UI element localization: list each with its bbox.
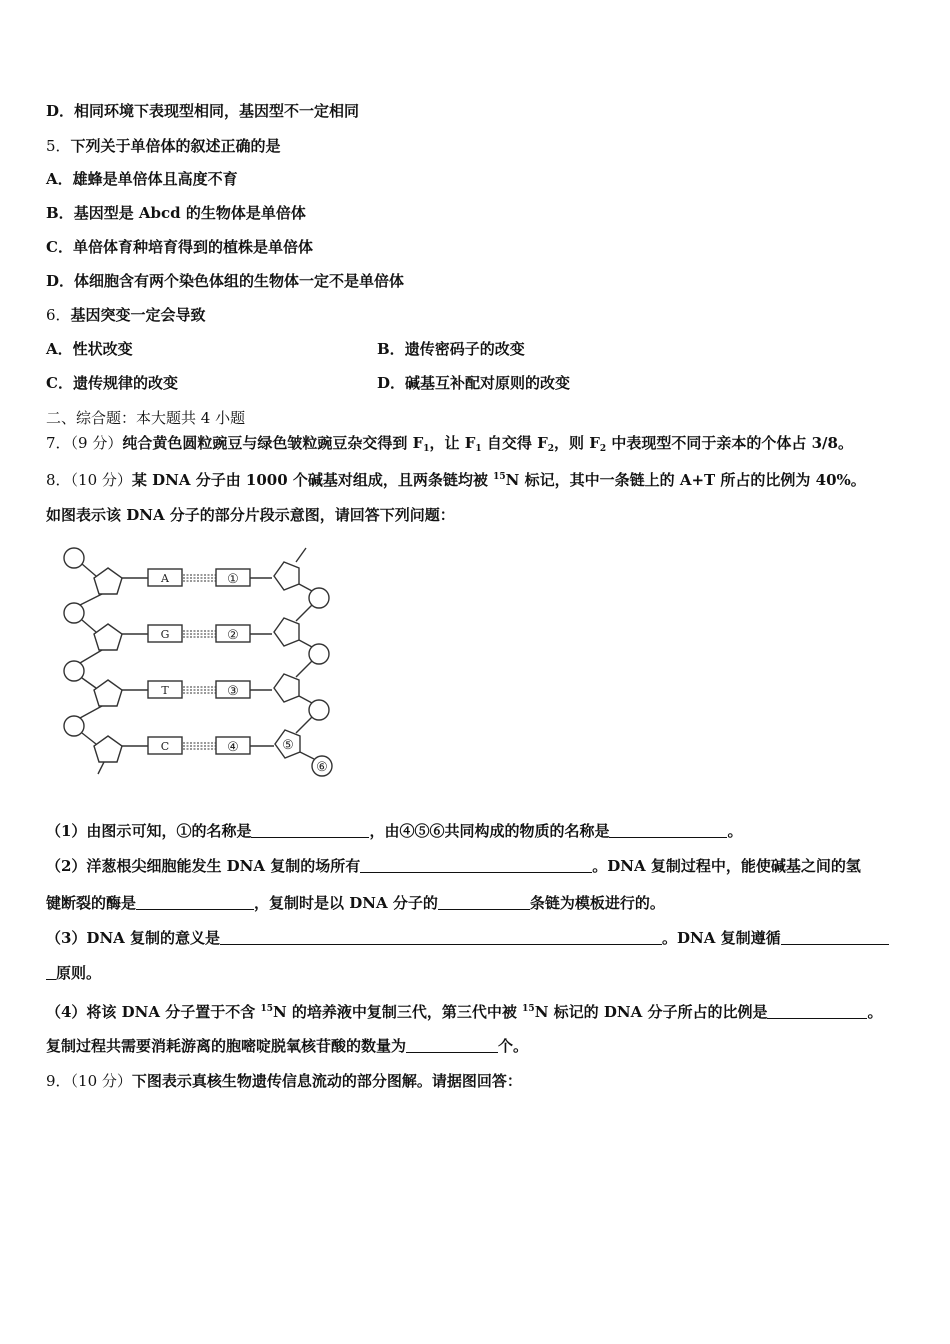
q8-part4-text: 复制过程共需要消耗游离的胞嘧啶脱氧核苷酸的数量为 [46, 1037, 407, 1055]
answer-blank[interactable] [781, 930, 889, 945]
phosphate-circle [64, 548, 84, 568]
q6-option-b [377, 339, 525, 359]
phosphate-label: ⑥ [316, 760, 328, 775]
q8-part2-line2 [46, 893, 665, 913]
q8-part2-text: （2）洋葱根尖细胞能发生 DNA 复制的场所有 [46, 857, 361, 875]
q8-part4-line1 [46, 999, 882, 1022]
q8-part2-line1 [46, 856, 861, 876]
subscript: 2 [599, 444, 607, 454]
deoxyribose-pentagon [94, 736, 122, 762]
q8-part2-text: 条链为模板进行的。 [529, 894, 665, 912]
base-number-label: ① [227, 572, 239, 587]
q7-text-part: 中表现型不同于亲本的个体占 3/8。 [606, 434, 853, 452]
answer-blank[interactable] [438, 895, 530, 910]
phosphate-circle [64, 716, 84, 736]
option-label: A． [46, 170, 73, 188]
q8-part1-text: （1）由图示可知，①的名称是 [46, 822, 252, 840]
q8-part1-text: 。 [727, 822, 743, 840]
q6-option-c [46, 373, 178, 393]
option-label: B． [377, 340, 405, 358]
deoxyribose-pentagon [274, 562, 299, 590]
q7-text-part: 纯合黄色圆粒豌豆与绿色皱粒豌豆杂交得到 F [122, 434, 424, 452]
question-stem: 下图表示真核生物遗传信息流动的部分图解。请据图回答： [131, 1072, 522, 1090]
base-number-label: ② [227, 628, 239, 643]
q8-part4-text: 。 [867, 1003, 883, 1021]
option-text: 碱基互补配对原则的改变 [405, 374, 571, 392]
question-number: 9． [46, 1072, 71, 1090]
question-stem: 基因突变一定会导致 [70, 306, 206, 324]
q8-part3-line2 [46, 963, 101, 983]
option-label: C． [46, 374, 73, 392]
pentose-label: ⑤ [282, 738, 294, 753]
superscript: 15 [493, 472, 506, 482]
q5-option-a [46, 169, 238, 189]
option-text: 遗传密码子的改变 [404, 340, 525, 358]
subscript: 1 [423, 444, 430, 454]
deoxyribose-pentagon [94, 624, 122, 650]
phosphate-circle [64, 603, 84, 623]
deoxyribose-pentagon [94, 680, 122, 706]
q6-option-a [46, 339, 133, 359]
subscript: 2 [547, 444, 555, 454]
q7-text-part: ，让 F [429, 434, 476, 452]
q5-option-b [46, 203, 306, 223]
option-text: 单倍体育种培育得到的植株是单倍体 [72, 238, 313, 256]
q5-option-c [46, 237, 313, 257]
option-label: D． [46, 272, 75, 290]
q8-part4-text: N 标记的 DNA 分子所占的比例是 [534, 1003, 768, 1021]
q8-part1 [46, 821, 742, 841]
q8-part3-text: （3）DNA 复制的意义是 [46, 929, 221, 947]
deoxyribose-pentagon [94, 568, 122, 594]
q8-part3-line1 [46, 928, 889, 948]
option-text: 相同环境下表现型相同，基因型不一定相同 [74, 102, 360, 120]
question-score: （9 分） [70, 434, 123, 452]
q7 [46, 433, 853, 459]
option-label: D． [46, 102, 75, 120]
answer-blank[interactable] [406, 1038, 498, 1053]
question-number: 8． [46, 471, 71, 489]
base-letter: A [161, 572, 169, 585]
answer-blank[interactable] [251, 823, 369, 838]
deoxyribose-pentagon [274, 674, 299, 702]
question-number: 5． [46, 137, 71, 155]
question-number: 6． [46, 306, 71, 324]
superscript: 15 [522, 1004, 535, 1014]
q8-part1-text: ，由④⑤⑥共同构成的物质的名称是 [369, 822, 610, 840]
q8-text-part: N 标记，其中一条链上的 A+T 所占的比例为 40%。 [505, 471, 866, 489]
option-text: 性状改变 [72, 340, 133, 358]
base-letter: C [160, 740, 170, 753]
q8-part4-text: 个。 [498, 1037, 529, 1055]
base-number-label: ③ [227, 684, 239, 699]
q8-intro [46, 467, 866, 490]
base-letter: T [161, 684, 169, 697]
base-number-label: ④ [227, 740, 239, 755]
q8-part3-text: 原则。 [56, 964, 102, 982]
q7-text [122, 434, 853, 452]
superscript: 15 [260, 1004, 273, 1014]
answer-blank[interactable] [220, 930, 662, 945]
q8-intro2: 如图表示该 DNA 分子的部分片段示意图，请回答下列问题： [46, 506, 455, 524]
phosphate-circle [64, 661, 84, 681]
option-text: 雄蜂是单倍体且高度不育 [72, 170, 238, 188]
q5-option-d [46, 271, 404, 291]
answer-blank[interactable] [360, 858, 592, 873]
q8-part2-text: ，复制时是以 DNA 分子的 [254, 894, 438, 912]
option-label: C． [46, 238, 73, 256]
option-label: D． [377, 374, 406, 392]
question-score: （10 分） [70, 471, 132, 489]
q8-part2-text: 。DNA 复制过程中，能使碱基之间的氢 [592, 857, 861, 875]
q8-part2-text: 键断裂的酶是 [46, 894, 137, 912]
answer-blank[interactable] [46, 965, 56, 980]
q7-text-part: ，则 F [554, 434, 600, 452]
q8-part3-text: 。DNA 复制遵循 [662, 929, 781, 947]
q8-part4-text: （4）将该 DNA 分子置于不含 [46, 1003, 261, 1021]
deoxyribose-pentagon [274, 618, 299, 646]
q8-part4-line2 [46, 1036, 528, 1056]
option-text: 基因型是 Abcd 的生物体是单倍体 [73, 204, 306, 222]
q4-option-d [46, 101, 359, 121]
subscript: 1 [475, 444, 482, 454]
base-letter: G [160, 628, 170, 641]
q6-stem [46, 305, 206, 325]
option-label: A． [46, 340, 73, 358]
question-score: （10 分） [70, 1072, 132, 1090]
q5-stem [46, 136, 281, 156]
option-text: 遗传规律的改变 [72, 374, 178, 392]
question-number: 7． [46, 434, 71, 452]
q8-part4-text: N 的培养液中复制三代，第三代中被 [273, 1003, 523, 1021]
dna-fragment-diagram [56, 540, 346, 790]
answer-blank[interactable] [767, 1004, 867, 1019]
answer-blank[interactable] [609, 823, 727, 838]
section-title: 二、综合题：本大题共 4 小题 [46, 409, 246, 427]
q9 [46, 1071, 522, 1091]
question-stem: 下列关于单倍体的叙述正确的是 [70, 137, 281, 155]
q6-option-d [377, 373, 570, 393]
option-label: B． [46, 204, 74, 222]
q7-text-part: 自交得 F [481, 434, 548, 452]
answer-blank[interactable] [136, 895, 254, 910]
q8-text-part: 某 DNA 分子由 1000 个碱基对组成，且两条链均被 [131, 471, 494, 489]
option-text: 体细胞含有两个染色体组的生物体一定不是单倍体 [74, 272, 405, 290]
